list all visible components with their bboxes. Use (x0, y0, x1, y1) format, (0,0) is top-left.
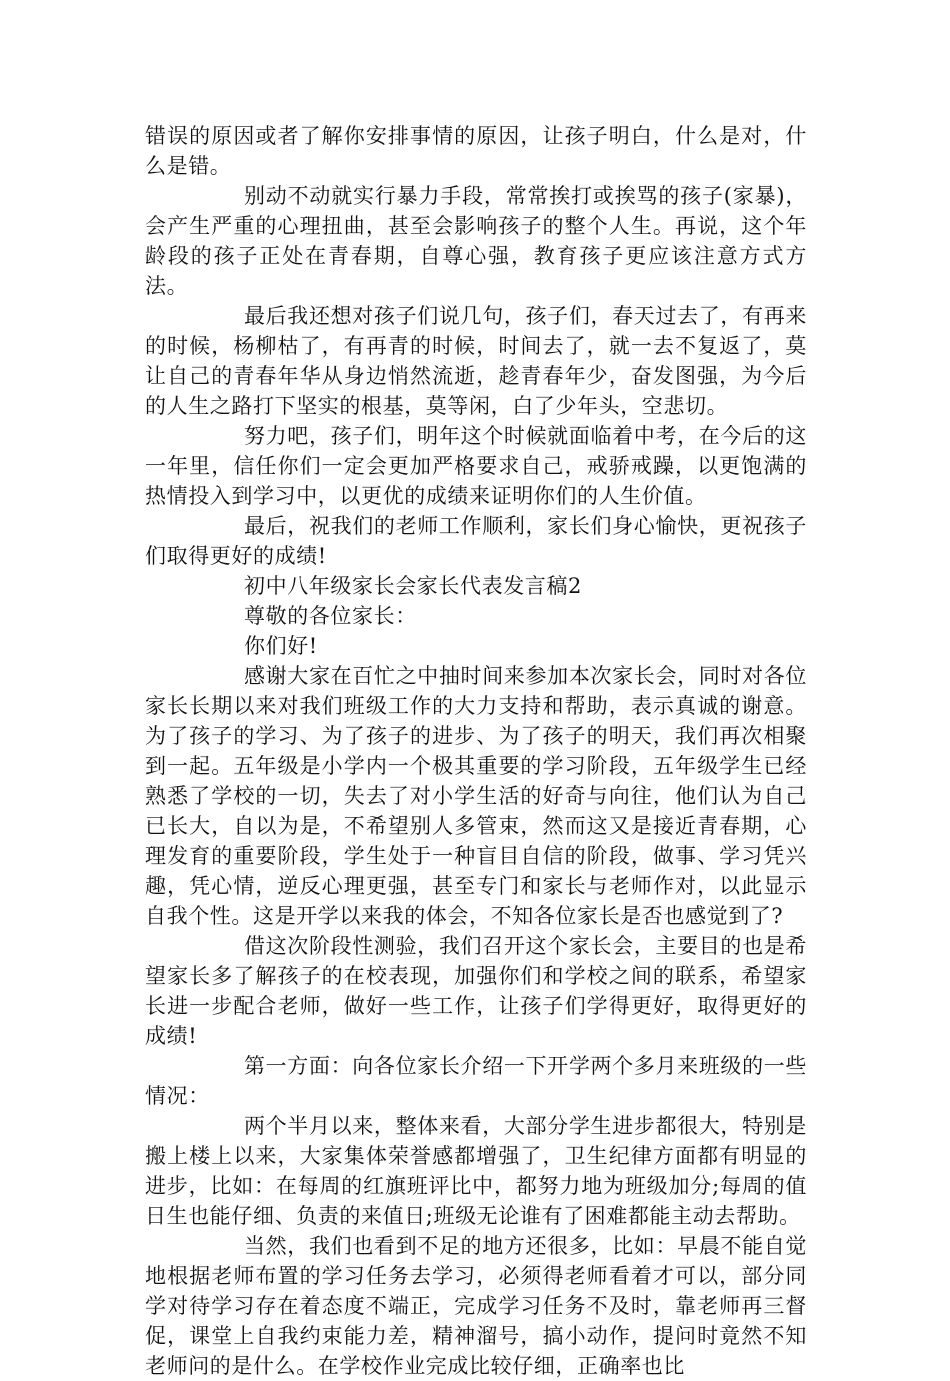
salutation: 尊敬的各位家长： (244, 604, 417, 628)
document-body (145, 121, 807, 1381)
paragraph-13: 当然，我们也看到不足的地方还很多，比如：早晨不能自觉地根据老师布置的学习任务去学习，必须得老师看着才可以，部分同学对待学习存在着态度不端正，完成学习任务不及时，靠老师再三督促，课堂上自我约束能力差，精神溜号，搞小动作，提问时竟然不知老师问的是什么。在学校作业完成比较仔细，正确率也比 (145, 1234, 807, 1378)
section-title: 初中八年级家长会家长代表发言稿2 (244, 574, 582, 598)
paragraph-2: 别动不动就实行暴力手段，常常挨打或挨骂的孩子(家暴)，会产生严重的心理扭曲，甚至会影响孩子的整个人生。再说，这个年龄段的孩子正处在青春期，自尊心强，教育孩子更应该注意方式方法。 (145, 184, 807, 298)
paragraph-12: 两个半月以来，整体来看，大部分学生进步都很大，特别是搬上楼上以来，大家集体荣誉感都增强了，卫生纪律方面都有明显的进步，比如：在每周的红旗班评比中，都努力地为班级加分;每周的值日生也能仔细、负责的来值日;班级无论谁有了困难都能主动去帮助。 (145, 1114, 807, 1228)
paragraph-5: 最后，祝我们的老师工作顺利，家长们身心愉快，更祝孩子们取得更好的成绩! (145, 514, 807, 568)
paragraph-9: 感谢大家在百忙之中抽时间来参加本次家长会，同时对各位家长长期以来对我们班级工作的大力支持和帮助，表示真诚的谢意。为了孩子的学习、为了孩子的进步、为了孩子的明天，我们再次相聚到一起。五年级是小学内一个极其重要的学习阶段，五年级学生已经熟悉了学校的一切，失去了对小学生活的好奇与向往，他们认为自己已长大，自以为是，不希望别人多管束，然而这又是接近青春期，心理发育的重要阶段，学生处于一种盲目自信的阶段，做事、学习凭兴趣，凭心情，逆反心理更强，甚至专门和家长与老师作对，以此显示自我个性。这是开学以来我的体会，不知各位家长是否也感觉到了? (145, 664, 807, 928)
paragraph-10: 借这次阶段性测验，我们召开这个家长会，主要目的也是希望家长多了解孩子的在校表现，加强你们和学校之间的联系，希望家长进一步配合老师，做好一些工作，让孩子们学得更好，取得更好的成绩! (145, 934, 807, 1048)
greeting: 你们好! (244, 634, 318, 658)
paragraph-11: 第一方面：向各位家长介绍一下开学两个多月来班级的一些情况： (145, 1054, 807, 1108)
paragraph-3: 最后我还想对孩子们说几句，孩子们，春天过去了，有再来的时候，杨柳枯了，有再青的时候，时间去了，就一去不复返了，莫让自己的青春年华从身边悄然流逝，趁青春年少，奋发图强，为今后的人生之路打下坚实的根基，莫等闲，白了少年头，空悲切。 (145, 304, 807, 418)
paragraph-1: 错误的原因或者了解你安排事情的原因，让孩子明白，什么是对，什么是错。 (145, 124, 807, 178)
paragraph-4: 努力吧，孩子们，明年这个时候就面临着中考，在今后的这一年里，信任你们一定会更加严格要求自己，戒骄戒躁，以更饱满的热情投入到学习中，以更优的成绩来证明你们的人生价值。 (145, 424, 807, 508)
